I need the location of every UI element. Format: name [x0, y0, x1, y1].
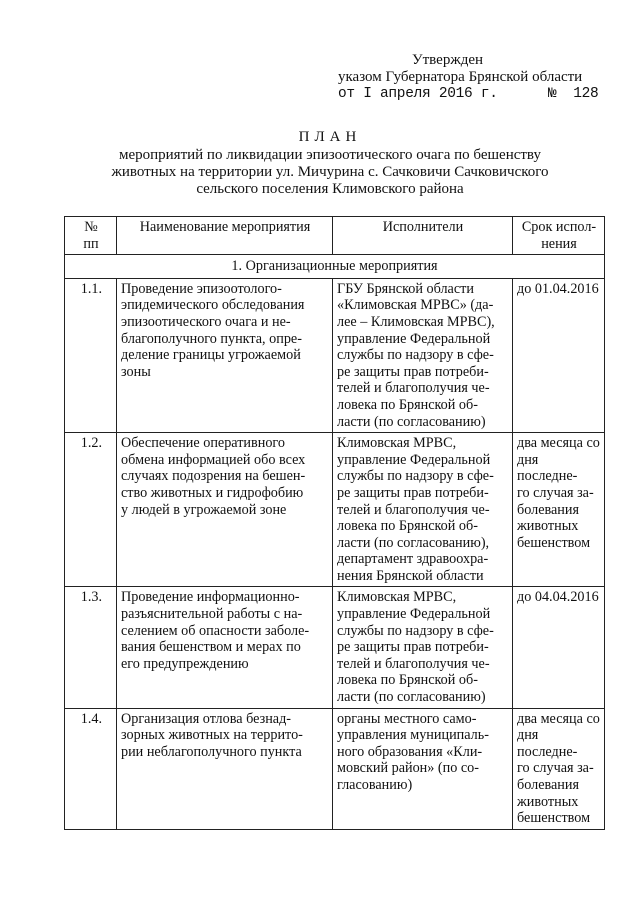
row-executors: ГБУ Брянской области «Климовская МРВС» (да- лее – Климовская МРВС), управление Федеральной службы по надзору в сфе- ре защиты прав потреби- телей и благополучия че- ловека по Брянской об- ласти (по согласованию) — [333, 278, 513, 432]
header-executors: Исполнители — [333, 217, 513, 255]
table-header-row — [65, 217, 605, 255]
approval-line-date-number: от I апреля 2016 г. № 128 — [338, 86, 599, 102]
row-num: 1.1. — [65, 278, 117, 432]
row-executors: Климовская МРВС, управление Федеральной службы по надзору в сфе- ре защиты прав потреби- телей и благополучия че- ловека по Брянской об- ласти (по согласованию), департамент здравоохра- нения Брянской области — [333, 433, 513, 587]
table-row — [65, 278, 605, 432]
title-line-1: мероприятий по ликвидации эпизоотического очага по бешенству — [118, 147, 542, 163]
row-name: Обеспечение оперативного обмена информацией обо всех случаях подозрения на бешен- ство животных и гидрофобию у людей в угрожаемой зоне — [117, 433, 333, 587]
row-name: Проведение информационно- разъяснительной работы с на- селением об опасности заболе- вания бешенством и мерах по его предупреждению — [117, 587, 333, 708]
row-num: 1.4. — [65, 708, 117, 829]
approval-block — [338, 52, 628, 103]
section-title: 1. Организационные мероприятия — [65, 255, 605, 279]
table-row — [65, 433, 605, 587]
row-executors: органы местного само- управления муниципаль- ного образования «Кли- мовский район» (по со- гласованию) — [333, 708, 513, 829]
row-deadline: два месяца со дня последне- го случая за- болевания животных бешенством — [513, 433, 605, 587]
table-row — [65, 587, 605, 708]
title-heading: ПЛАН — [298, 129, 362, 145]
row-name: Проведение эпизоотолого- эпидемического обследования эпизоотического очага и не- благополучного пункта, опре- деление границы угрожаемой зоны — [117, 278, 333, 432]
document-title — [60, 129, 600, 198]
row-deadline: два месяца со дня последне- го случая за- болевания животных бешенством — [513, 708, 605, 829]
row-deadline: до 01.04.2016 — [513, 278, 605, 432]
row-name: Организация отлова безнад- зорных животных на террито- рии неблагополучного пункта — [117, 708, 333, 829]
row-executors: Климовская МРВС, управление Федеральной службы по надзору в сфе- ре защиты прав потреби- телей и благополучия че- ловека по Брянской об- ласти (по согласованию) — [333, 587, 513, 708]
title-line-2: животных на территории ул. Мичурина с. Сачковичи Сачковичского — [111, 164, 549, 180]
header-name: Наименование мероприятия — [117, 217, 333, 255]
header-num: № пп — [65, 217, 117, 255]
header-deadline: Срок испол- нения — [513, 217, 605, 255]
row-num: 1.3. — [65, 587, 117, 708]
title-line-3: сельского поселения Климовского района — [196, 181, 464, 197]
plan-table — [64, 216, 605, 830]
approval-line-decree: указом Губернатора Брянской области — [338, 69, 583, 85]
row-num: 1.2. — [65, 433, 117, 587]
approval-line-approved: Утвержден — [412, 52, 484, 68]
section-row — [65, 255, 605, 279]
table-row — [65, 708, 605, 829]
row-deadline: до 04.04.2016 — [513, 587, 605, 708]
